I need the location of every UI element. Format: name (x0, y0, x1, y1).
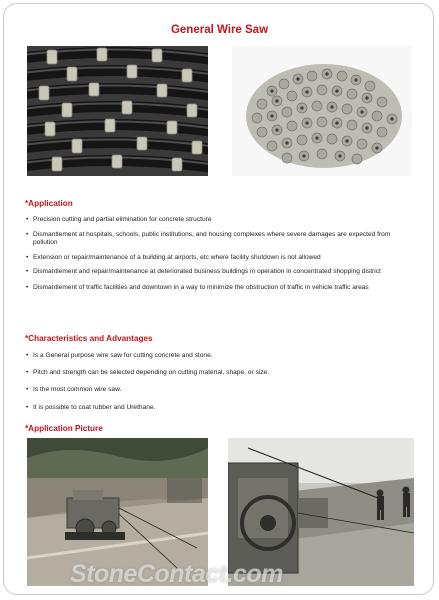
wire-saw-cable-photo (27, 46, 208, 176)
application-picture-heading: *Application Picture (25, 424, 103, 433)
diamond-beads-photo (232, 46, 412, 176)
list-item: • Dismantlement at hospitals, schools, public institutions, and housing complexes where severe damages are expected from pollution (26, 231, 391, 247)
list-item: • Is the most common wire saw. (26, 386, 122, 394)
application-list (26, 216, 416, 292)
list-item: • Dismantlement and repair/maintenance at deteriorated business buildings in operation in concentrated shopping district (26, 267, 381, 275)
list-item: • Is a General purpose wire saw for cutting concrete and stone. (26, 352, 213, 359)
watermark: StoneContact.com (70, 560, 283, 588)
list-item: • Pitch and strength can be selected depending on cutting material, shape, or size. (26, 369, 270, 377)
characteristics-heading: *Characteristics and Advantages (25, 334, 153, 343)
list-item: • It is possible to coat rubber and Urethane. (26, 403, 156, 411)
application-heading: *Application (25, 199, 73, 208)
list-item: • Precision cutting and partial elimination for concrete structure (26, 216, 212, 223)
list-item: • Dismantlement of traffic facilities and downtown in a way to minimize the obstruction of traffic in vehicle traffic areas (26, 284, 369, 292)
page-title: General Wire Saw (170, 24, 269, 36)
characteristics-list (26, 352, 416, 421)
list-item: • Extension or repair/maintenance of a building at airports, etc where facility shutdown is not allowed (26, 253, 321, 261)
